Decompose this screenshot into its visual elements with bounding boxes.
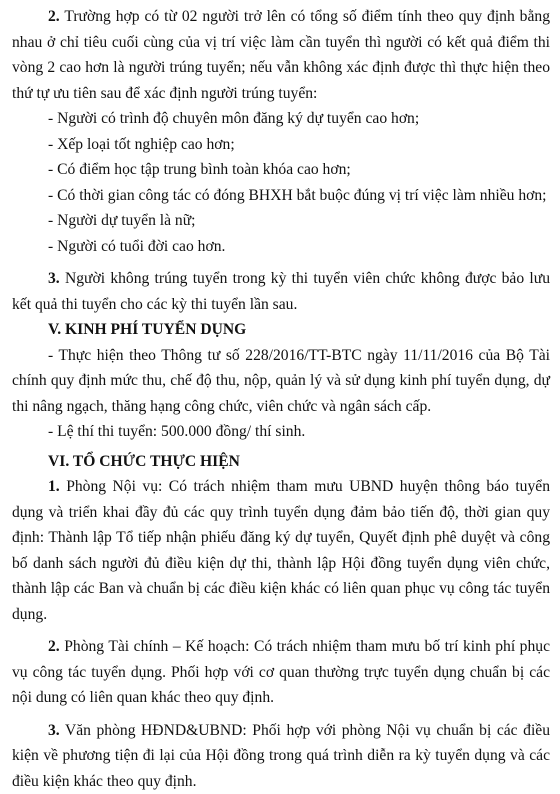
item-text: Phòng Tài chính – Kế hoạch: Có trách nhiệm tham mưu bố trí kinh phí phục vụ công tác tuyển dụng. Phối hợp với cơ quan thường trực tuyển dụng chuẩn bị các nội dung có liên quan khác theo quy định. xyxy=(12,638,550,706)
section-5-item: - Lệ thí thi tuyển: 500.000 đồng/ thí sinh. xyxy=(12,419,550,445)
section-6-item-1 xyxy=(12,474,550,627)
item-number: 2. xyxy=(48,638,60,655)
section-heading-6: VI. TỔ CHỨC THỰC HIỆN xyxy=(12,449,550,475)
paragraph-2 xyxy=(12,4,550,106)
item-text: Phòng Nội vụ: Có trách nhiệm tham mưu UBND huyện thông báo tuyển dụng và triển khai đầy đủ các quy trình tuyển dụng đảm bảo tiến độ, thời gian quy định: Thành lập Tổ tiếp nhận phiếu đăng ký dự tuyển, Quyết định phê duyệt và công bố danh sách người đủ điều kiện dự thi, thành lập Hội đồng tuyển dụng viên chức, thành lập các Ban và chuẩn bị các điều kiện khác có liên quan phục vụ công tác tuyển dụng. xyxy=(12,478,550,623)
section-5-item: - Thực hiện theo Thông tư số 228/2016/TT-BTC ngày 11/11/2016 của Bộ Tài chính quy định mức thu, chế độ thu, nộp, quản lý và sử dụng kinh phí tuyển dụng, dự thi nâng ngạch, thăng hạng công chức, viên chức và ngân sách cấp. xyxy=(12,343,550,420)
item-number: 3. xyxy=(48,722,60,739)
priority-item: - Có điểm học tập trung bình toàn khóa cao hơn; xyxy=(12,157,550,183)
section-heading-5: V. KINH PHÍ TUYỂN DỤNG xyxy=(12,317,550,343)
section-6-item-2 xyxy=(12,634,550,711)
section-6-item-3 xyxy=(12,718,550,794)
paragraph-number: 3. xyxy=(48,270,60,287)
priority-item: - Xếp loại tốt nghiệp cao hơn; xyxy=(12,132,550,158)
priority-item: - Người dự tuyển là nữ; xyxy=(12,208,550,234)
paragraph-number: 2. xyxy=(48,8,60,25)
paragraph-text: Người không trúng tuyển trong kỳ thi tuyển viên chức không được bảo lưu kết quả thi tuyển cho các kỳ thi tuyển lần sau. xyxy=(12,270,550,313)
priority-item: - Người có trình độ chuyên môn đăng ký dự tuyển cao hơn; xyxy=(12,106,550,132)
item-number: 1. xyxy=(48,478,60,495)
paragraph-text: Trường hợp có từ 02 người trở lên có tổng số điểm tính theo quy định bằng nhau ở chỉ tiêu cuối cùng của vị trí việc làm cần tuyển thì người có kết quả điểm thi vòng 2 cao hơn là người trúng tuyển; nếu vẫn không xác định được thì thực hiện theo thứ tự ưu tiên sau để xác định người trúng tuyển: xyxy=(12,8,550,102)
item-text: Văn phòng HĐND&UBND: Phối hợp với phòng Nội vụ chuẩn bị các điều kiện về phương tiện đi lại của Hội đồng trong quá trình diễn ra kỳ tuyển dụng và các điều kiện khác theo quy định. xyxy=(12,722,550,790)
priority-item: - Người có tuổi đời cao hơn. xyxy=(12,234,550,260)
priority-item: - Có thời gian công tác có đóng BHXH bắt buộc đúng vị trí việc làm nhiều hơn; xyxy=(12,183,550,209)
paragraph-3 xyxy=(12,266,550,317)
